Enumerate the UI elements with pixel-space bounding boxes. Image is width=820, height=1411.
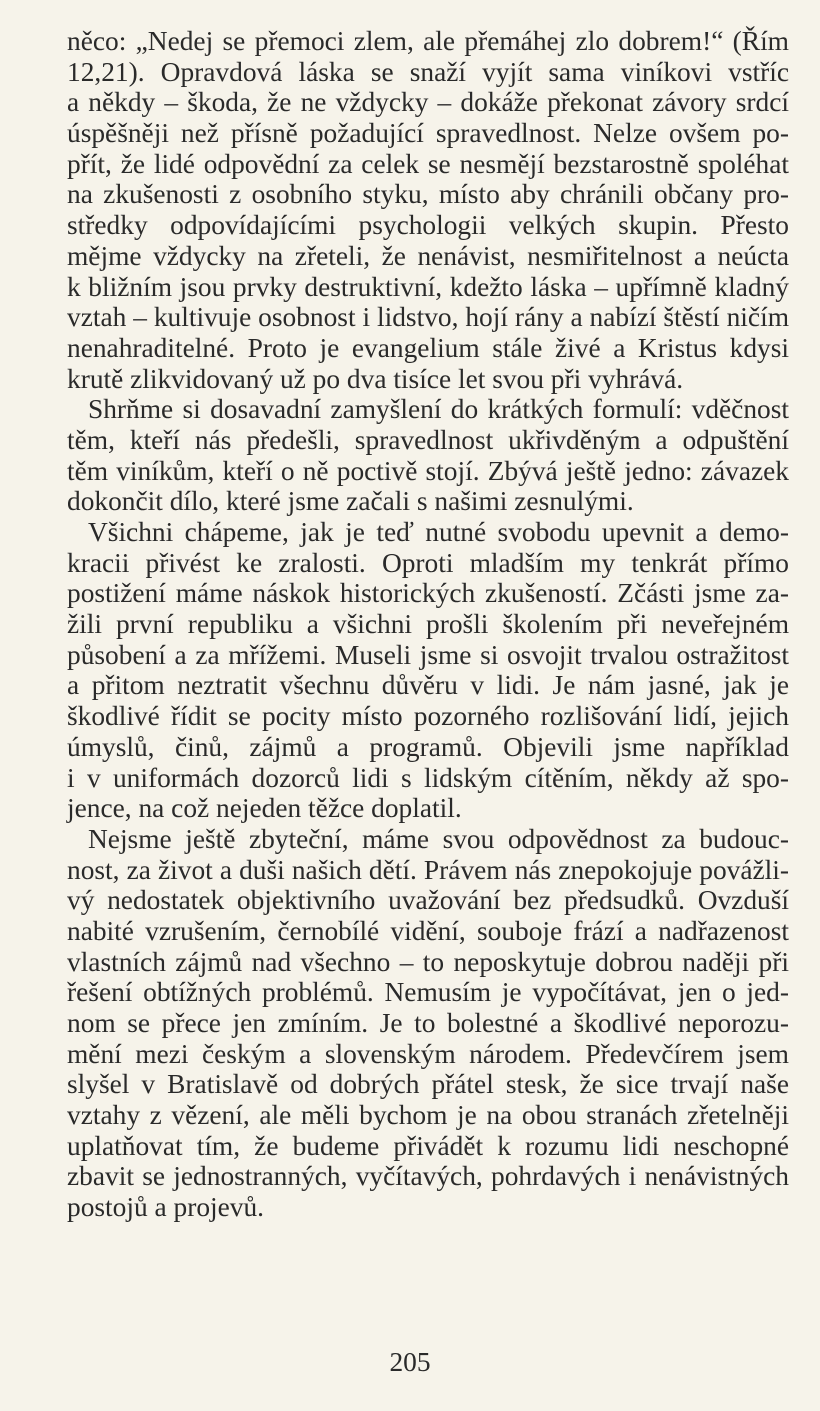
text-line: úspěšněji než přísně požadující spravedlnost. Nelze ovšem po-: [67, 118, 789, 149]
text-line: na zkušenosti z osobního styku, místo aby chránili občany pro-: [67, 179, 789, 210]
text-line: těm, kteří nás předešli, spravedlnost ukřivděným a odpuštění: [67, 424, 789, 455]
body-text: [67, 26, 789, 1223]
text-line: nabité vzrušením, černobílé vidění, souboje frází a nadřazenost: [67, 915, 789, 946]
text-line: Shrňme si dosavadní zamyšlení do krátkých formulí: vděčnost: [88, 394, 789, 425]
text-line: postojů a projevů.: [67, 1192, 265, 1223]
text-line: řešení obtížných problémů. Nemusím je vypočítávat, jen o jed-: [67, 977, 789, 1008]
text-line: nom se přece jen zmíním. Je to bolestné a škodlivé neporozu-: [67, 1008, 789, 1038]
text-line: zbavit se jednostranných, vyčítavých, pohrdavých i nenávistných: [67, 1161, 789, 1192]
paragraph: [67, 26, 789, 394]
text-line: mění mezi českým a slovenským národem. Předevčírem jsem: [67, 1038, 789, 1069]
text-line: vztahy z vězení, ale měli bychom je na obou stranách zřetelněji: [67, 1100, 789, 1131]
text-line: slyšel v Bratislavě od dobrých přátel stesk, že sice trvají naše: [67, 1069, 789, 1100]
text-line: úmyslů, činů, zájmů a programů. Objevili jsme například: [67, 731, 789, 762]
text-line: vý nedostatek objektivního uvažování bez předsudků. Ovzduší: [67, 885, 789, 916]
text-line: kracii přivést ke zralosti. Oproti mladším my tenkrát přímo: [67, 547, 789, 578]
text-line: mějme vždycky na zřeteli, že nenávist, nesmiřitelnost a neúcta: [67, 240, 789, 271]
paragraph: [67, 824, 789, 1223]
text-line: přít, že lidé odpovědní za celek se nesmějí bezstarostně spoléhat: [67, 148, 789, 179]
text-line: Nejsme ještě zbyteční, máme svou odpovědnost za budouc-: [88, 823, 789, 854]
page-number: 205: [389, 1347, 431, 1377]
text-line: postižení máme náskok historických zkušeností. Zčásti jsme za-: [67, 578, 789, 609]
text-line: škodlivé řídit se pocity místo pozorného rozlišování lidí, jejich: [67, 701, 789, 732]
text-line: a přitom neztratit všechnu důvěru v lidi. Je nám jasné, jak je: [67, 670, 789, 701]
paragraph: [67, 394, 789, 517]
text-line: uplatňovat tím, že budeme přivádět k rozumu lidi neschopné: [67, 1130, 789, 1161]
text-line: 12,21). Opravdová láska se snaží vyjít sama viníkovi vstříc: [67, 56, 789, 87]
text-line: jence, na což nejeden těžce doplatil.: [67, 793, 462, 824]
text-line: nenahraditelné. Proto je evangelium stále živé a Kristus kdysi: [67, 332, 789, 363]
text-line: Všichni chápeme, jak je teď nutné svobodu upevnit a demo-: [88, 517, 789, 547]
text-line: vlastních zájmů nad všechno – to neposkytuje dobrou naději při: [67, 946, 789, 977]
text-line: k bližním jsou prvky destruktivní, kdežto láska – upřímně kladný: [67, 271, 789, 302]
text-line: vztah – kultivuje osobnost i lidstvo, hojí rány a nabízí štěstí ničím: [67, 302, 789, 333]
text-line: působení a za mřížemi. Museli jsme si osvojit trvalou ostražitost: [67, 639, 789, 670]
text-line: krutě zlikvidovaný už po dva tisíce let svou při vyhrává.: [67, 363, 684, 394]
text-line: i v uniformách dozorců lidi s lidským cítěním, někdy až spo-: [67, 762, 789, 793]
text-line: nost, za život a duši našich dětí. Právem nás znepokojuje povážli-: [67, 854, 789, 885]
paragraph: [67, 517, 789, 824]
text-line: těm viníkům, kteří o ně poctivě stojí. Zbývá ještě jedno: závazek: [67, 455, 789, 486]
text-line: něco: „Nedej se přemoci zlem, ale přemáhej zlo dobrem!“ (Řím: [67, 26, 789, 56]
text-line: dokončit dílo, které jsme začali s našimi zesnulými.: [67, 486, 634, 517]
text-line: a někdy – škoda, že ne vždycky – dokáže překonat závory srdcí: [67, 87, 789, 118]
text-line: žili první republiku a všichni prošli školením při neveřejném: [67, 609, 789, 640]
text-line: středky odpovídajícími psychologii velkých skupin. Přesto: [67, 210, 789, 241]
